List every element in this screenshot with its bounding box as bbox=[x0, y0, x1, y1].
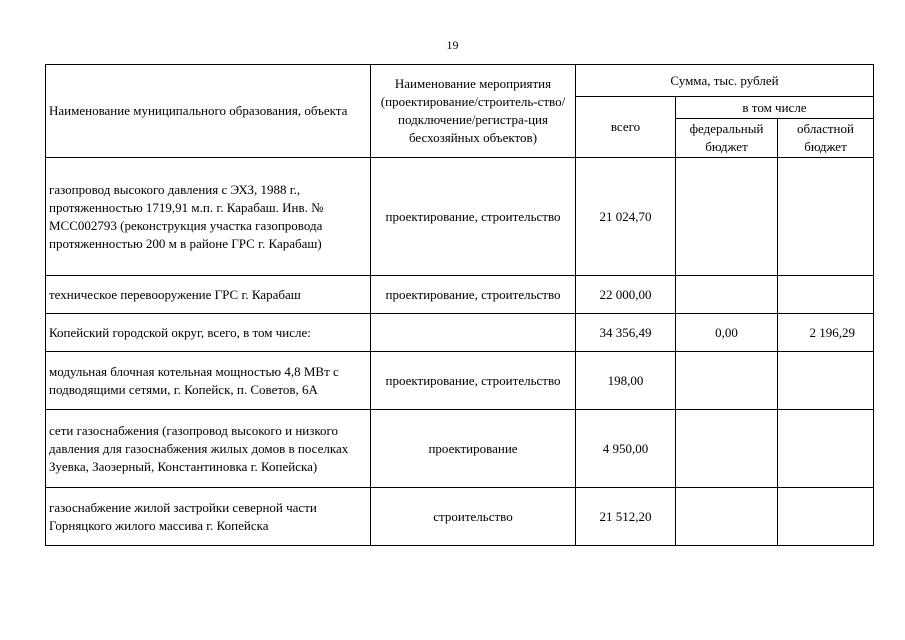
header-including: в том числе bbox=[676, 97, 874, 119]
page-number: 19 bbox=[446, 38, 459, 52]
table-row bbox=[46, 488, 874, 546]
row-federal bbox=[676, 158, 778, 276]
header-row-1 bbox=[46, 65, 874, 97]
row-activity: проектирование, строительство bbox=[371, 352, 576, 410]
row-total: 4 950,00 bbox=[576, 410, 676, 488]
table-row bbox=[46, 158, 874, 276]
row-activity: проектирование bbox=[371, 410, 576, 488]
row-name: газоснабжение жилой застройки северной части Горняцкого жилого массива г. Копейска bbox=[46, 488, 371, 546]
row-regional bbox=[778, 158, 874, 276]
header-federal: федеральный бюджет bbox=[676, 119, 778, 158]
row-total: 21 024,70 bbox=[576, 158, 676, 276]
row-activity bbox=[371, 314, 576, 352]
row-activity: строительство bbox=[371, 488, 576, 546]
row-name: Копейский городской округ, всего, в том числе: bbox=[46, 314, 371, 352]
budget-table bbox=[45, 64, 874, 546]
table-row bbox=[46, 314, 874, 352]
row-activity: проектирование, строительство bbox=[371, 158, 576, 276]
row-regional bbox=[778, 352, 874, 410]
header-regional: областной бюджет bbox=[778, 119, 874, 158]
header-municipality: Наименование муниципального образования, объекта bbox=[46, 65, 371, 158]
row-regional: 2 196,29 bbox=[778, 314, 874, 352]
table-row bbox=[46, 352, 874, 410]
row-federal bbox=[676, 410, 778, 488]
row-name: газопровод высокого давления с ЭХЗ, 1988 г., протяженностью 1719,91 м.п. г. Карабаш. Инв. № МСС002793 (реконструкция участка газопровода протяженностью 200 м в районе ГРС г. Карабаш) bbox=[46, 158, 371, 276]
row-total: 34 356,49 bbox=[576, 314, 676, 352]
row-total: 198,00 bbox=[576, 352, 676, 410]
header-sum-title: Сумма, тыс. рублей bbox=[576, 65, 874, 97]
row-activity: проектирование, строительство bbox=[371, 276, 576, 314]
header-activity: Наименование мероприятия (проектирование/строитель-ство/подключение/регистра-ция бесхозяйных объектов) bbox=[371, 65, 576, 158]
row-regional bbox=[778, 276, 874, 314]
row-regional bbox=[778, 410, 874, 488]
row-total: 22 000,00 bbox=[576, 276, 676, 314]
row-total: 21 512,20 bbox=[576, 488, 676, 546]
row-name: техническое перевооружение ГРС г. Карабаш bbox=[46, 276, 371, 314]
table-row bbox=[46, 410, 874, 488]
row-name: модульная блочная котельная мощностью 4,8 МВт с подводящими сетями, г. Копейск, п. Советов, 6А bbox=[46, 352, 371, 410]
row-federal bbox=[676, 488, 778, 546]
row-regional bbox=[778, 488, 874, 546]
row-federal bbox=[676, 276, 778, 314]
row-federal: 0,00 bbox=[676, 314, 778, 352]
table-row bbox=[46, 276, 874, 314]
header-total: всего bbox=[576, 97, 676, 158]
row-federal bbox=[676, 352, 778, 410]
row-name: сети газоснабжения (газопровод высокого и низкого давления для газоснабжения жилых домов в поселках Зуевка, Заозерный, Константиновка г. Копейска) bbox=[46, 410, 371, 488]
